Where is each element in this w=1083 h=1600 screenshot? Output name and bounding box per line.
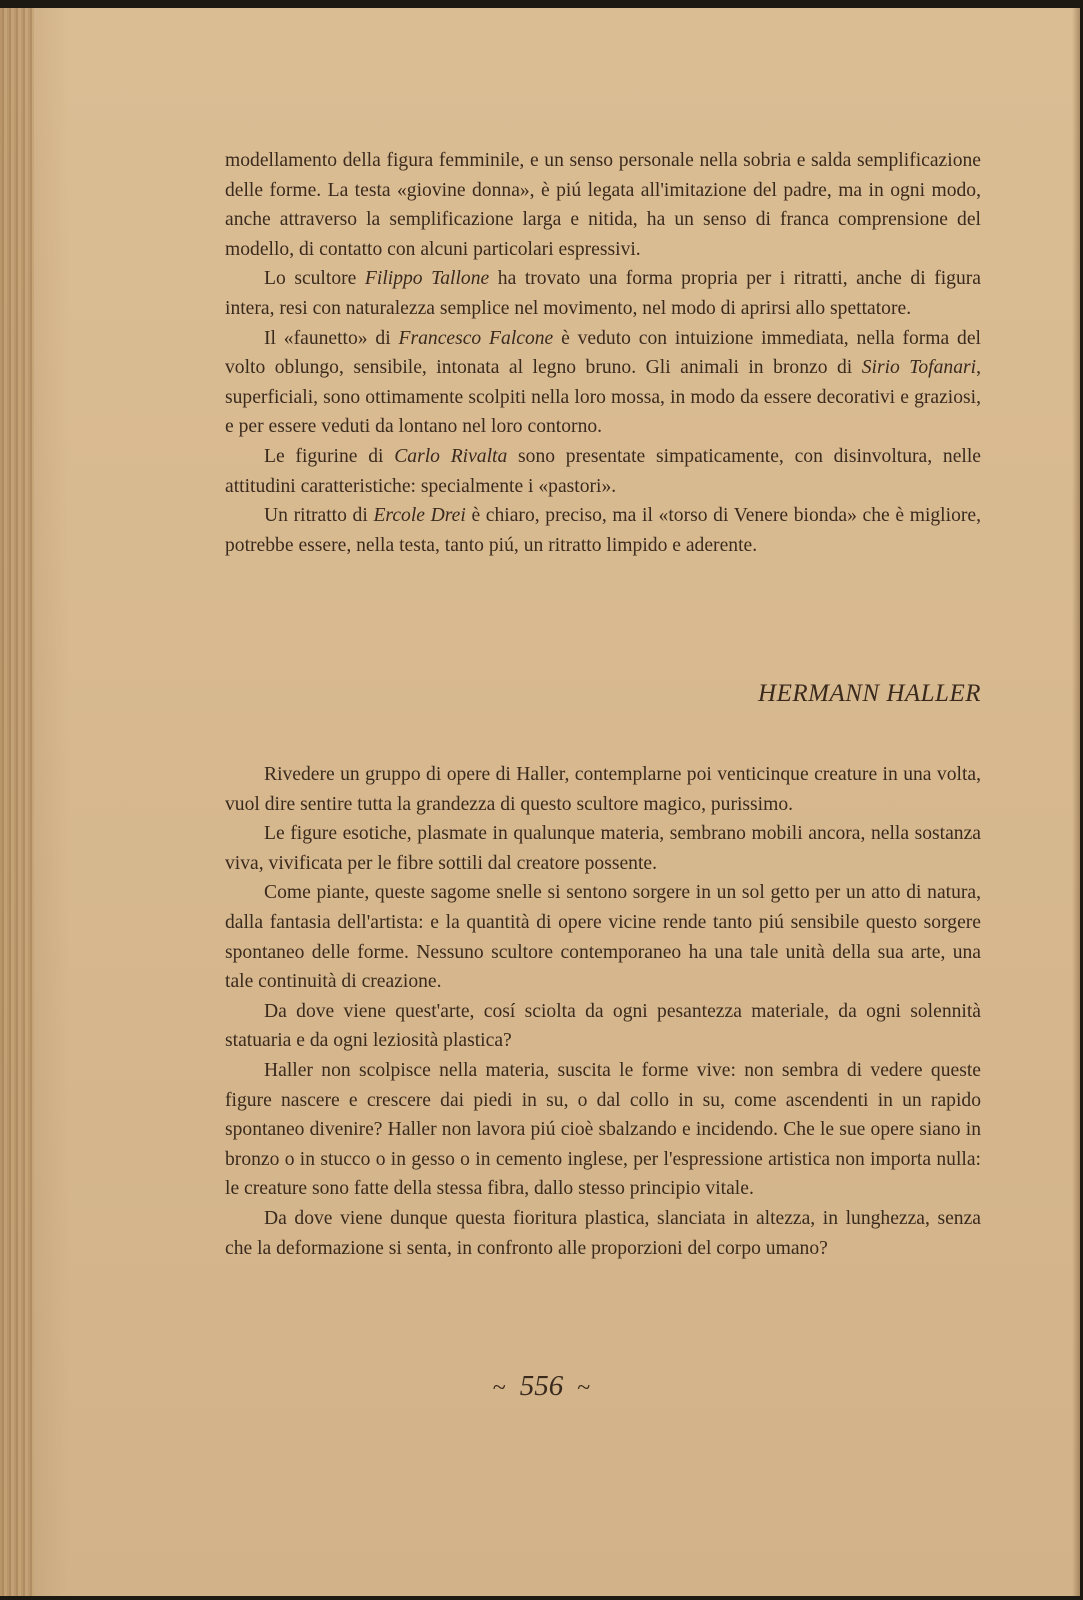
paragraph-text: Da dove viene dunque questa fioritura plastica, slanciata in altezza, in lunghezza, senza che la deformazione si senta, in confronto alle proporzioni del corpo umano? xyxy=(225,1207,981,1259)
paragraph-text: Le figure esotiche, plasmate in qualunque materia, sembrano mobili ancora, nella sostanza viva, vivificata per le fibre sottili dal creatore possente. xyxy=(225,823,981,874)
page-edge-shadow xyxy=(1072,8,1080,1596)
paragraph xyxy=(225,264,981,323)
paragraph xyxy=(225,878,981,996)
paragraph-text: Un ritratto di xyxy=(264,505,374,527)
body-text-bottom xyxy=(225,760,981,1263)
paragraph xyxy=(225,760,981,819)
paragraph-text: modellamento della figura femminile, e un senso personale nella sobria e salda semplificazione delle forme. La testa «giovine donna», è piú legata all'imitazione del padre, ma in ogni modo, anche attraverso la semplificazione larga e nitida, ha un senso di franca comprensione del modello, di contatto con alcuni particolari espressivi. xyxy=(225,150,981,260)
paragraph xyxy=(225,324,981,442)
paragraph-text: Lo scultore xyxy=(264,268,365,290)
paragraph xyxy=(225,1204,981,1263)
paragraph-text: Haller non scolpisce nella materia, suscita le forme vive: non sembra di vedere queste figure nascere e crescere dai piedi in su, o dal collo in su, come ascendenti in un rapido spontaneo divenire? Haller non lavora piú cioè sbalzando e incidendo. Che le sue opere siano in bronzo o in stucco o in gesso o in cemento inglese, per l'espressione artistica non importa nulla: le creature sono fatte della stessa fibra, dallo stesso principio vitale. xyxy=(225,1059,981,1200)
artist-name: Ercole Drei xyxy=(373,505,466,527)
paragraph xyxy=(225,997,981,1056)
page-number-line xyxy=(0,1370,1083,1403)
artist-name: Carlo Rivalta xyxy=(394,445,508,467)
paragraph-text: , superficiali, sono ottimamente scolpiti nella loro mossa, in modo da essere decorativi e graziosi, e per essere veduti da lontano nel loro contorno. xyxy=(225,357,981,438)
paragraph-text: è veduto con intuizione immediata, nella forma del volto oblungo, sensibile, intonata al legno bruno. Gli animali in bronzo di xyxy=(225,327,981,379)
body-text-top xyxy=(225,146,981,560)
page-number-ornament-right: ~ xyxy=(577,1375,591,1401)
page-number-ornament-left: ~ xyxy=(492,1375,506,1401)
paragraph xyxy=(225,819,981,878)
paragraph-text: Le figurine di xyxy=(264,445,395,467)
paragraph-text: Da dove viene quest'arte, cosí sciolta da ogni pesantezza materiale, da ogni solennità statuaria e da ogni leziosità plastica? xyxy=(225,1000,981,1052)
artist-name: Francesco Falcone xyxy=(398,327,554,349)
artist-name: Sirio Tofanari xyxy=(861,357,977,379)
book-spine xyxy=(0,8,34,1596)
paragraph xyxy=(225,501,981,560)
page-number: 556 xyxy=(519,1370,564,1402)
paragraph-text: è chiaro, preciso, ma il «torso di Venere bionda» che è migliore, potrebbe essere, nella testa, tanto piú, un ritratto limpido e aderente. xyxy=(225,505,981,556)
paragraph-text: Il «faunetto» di xyxy=(264,327,399,349)
paragraph-text: sono presentate simpaticamente, con disinvoltura, nelle attitudini caratteristiche: specialmente i «pastori». xyxy=(225,445,981,497)
book-page xyxy=(0,8,1080,1596)
paragraph xyxy=(225,442,981,501)
paragraph xyxy=(225,1056,981,1204)
paragraph-text: ha trovato una forma propria per i ritratti, anche di figura intera, resi con naturalezza semplice nel movimento, nel modo di aprirsi allo spettatore. xyxy=(225,268,981,319)
paragraph-text: Come piante, queste sagome snelle si sentono sorgere in un sol getto per un atto di natura, dalla fantasia dell'artista: e la quantità di opere vicine rende tanto piú sensibile questo sorgere spontaneo delle forme. Nessuno scultore contemporaneo ha una tale unità della sua arte, una tale continuità di creazione. xyxy=(225,882,981,993)
artist-name: Filippo Tallone xyxy=(364,268,490,290)
paragraph-text: Rivedere un gruppo di opere di Haller, contemplarne poi venticinque creature in una volta, vuol dire sentire tutta la grandezza di questo scultore magico, purissimo. xyxy=(225,764,981,815)
section-title: HERMANN HALLER xyxy=(758,680,981,707)
paragraph xyxy=(225,146,981,264)
